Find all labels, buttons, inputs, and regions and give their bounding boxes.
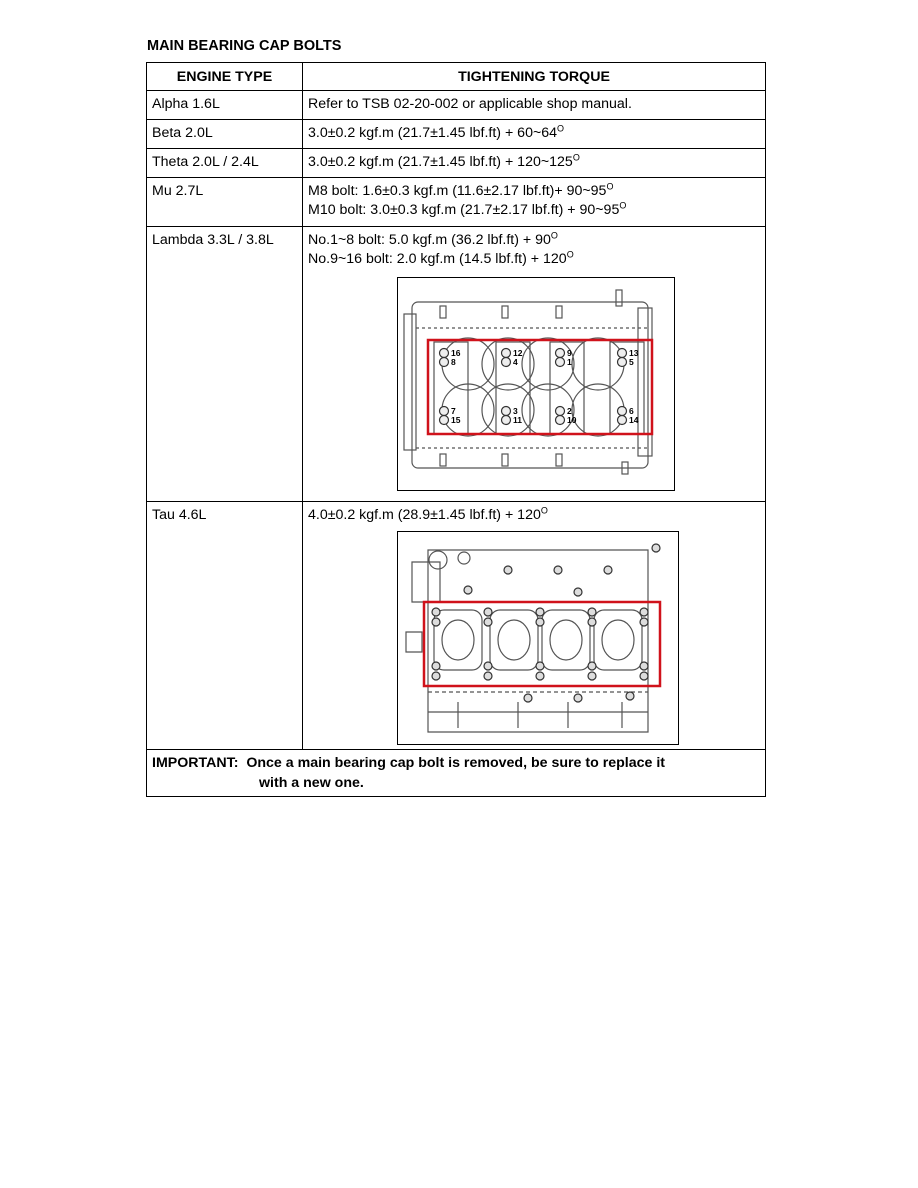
bolt-label: 1 — [567, 357, 572, 367]
torque-cell: 4.0±0.2 kgf.m (28.9±1.45 $lbf.ft) + 120^O$ — [308, 505, 548, 523]
degree-mark: O — [540, 505, 548, 516]
table-row — [147, 502, 766, 750]
torque-table — [146, 62, 766, 797]
header-tightening-torque: TIGHTENING TORQUE — [303, 63, 766, 91]
important-note — [147, 750, 765, 793]
torque-cell: 3.0±0.2 kgf.m (21.7±1.45 $lbf.ft) + 60\sim 64^O$ — [308, 123, 565, 141]
engine-type-cell: Theta 2.0L / 2.4L — [152, 154, 259, 170]
table-row — [147, 91, 766, 120]
degree-mark: O — [606, 181, 614, 192]
table-header-row — [147, 63, 766, 91]
bolt-label: 15 — [451, 415, 461, 425]
degree-mark: O — [619, 200, 627, 211]
tau-bolt-diagram — [397, 531, 679, 745]
bolt-label: 2 — [567, 406, 572, 416]
engine-type-cell: Alpha 1.6L — [152, 96, 220, 112]
bolt-label: 5 — [629, 357, 634, 367]
bolt-label: 14 — [629, 415, 639, 425]
bolt-label: 8 — [451, 357, 456, 367]
degree-mark: O — [550, 230, 558, 241]
torque-cell: M8 bolt: 1.6±0.3 kgf.m (11.6±2.17 $lbf.ft)+ 90\sim 95^O$ M10 bolt: 3.0±0.3 kgf.m (21.7±2.17 $lbf.ft) + 90\sim 95^O$ — [308, 181, 627, 218]
bolt-label: 11 — [513, 415, 522, 425]
important-text-line2: with a new one. — [259, 775, 364, 791]
table-row — [147, 227, 766, 502]
bolt-label: 6 — [629, 406, 634, 416]
important-text-line1: Once a main bearing cap bolt is removed, be sure to replace it — [246, 755, 665, 771]
important-label: IMPORTANT: — [152, 755, 239, 771]
degree-mark: O — [566, 249, 574, 260]
bolt-label: 13 — [629, 348, 639, 358]
torque-cell: Refer to TSB 02-20-002 or applicable shop manual. — [308, 96, 632, 112]
degree-mark: O — [572, 152, 580, 163]
table-row — [147, 178, 766, 227]
engine-type-cell: Lambda 3.3L / 3.8L — [152, 232, 274, 248]
table-row — [147, 149, 766, 178]
torque-cell: 3.0±0.2 kgf.m (21.7±1.45 $lbf.ft) + 120\sim 125^O$ — [308, 152, 580, 170]
bolt-label: 7 — [451, 406, 456, 416]
header-engine-type: ENGINE TYPE — [147, 63, 303, 91]
engine-type-cell: Tau 4.6L — [152, 507, 207, 523]
engine-type-cell: Beta 2.0L — [152, 125, 213, 141]
bolt-label: 12 — [513, 348, 523, 358]
bolt-label: 10 — [567, 415, 577, 425]
bolt-label: 9 — [567, 348, 572, 358]
bolt-label: 16 — [451, 348, 461, 358]
page-title: MAIN BEARING CAP BOLTS — [147, 38, 342, 54]
lambda-bolt-sequence-diagram — [397, 277, 675, 491]
table-row — [147, 750, 766, 797]
engine-type-cell: Mu 2.7L — [152, 183, 204, 199]
table-row — [147, 120, 766, 149]
bolt-label: 4 — [513, 357, 518, 367]
degree-mark: O — [557, 123, 565, 134]
bolt-label: 3 — [513, 406, 518, 416]
torque-cell: No.1~8 bolt: 5.0 kgf.m (36.2 $lbf.ft) + 90^O$ No.9~16 bolt: 2.0 kgf.m (14.5 $lbf.ft) + 120^O$ — [308, 230, 574, 267]
